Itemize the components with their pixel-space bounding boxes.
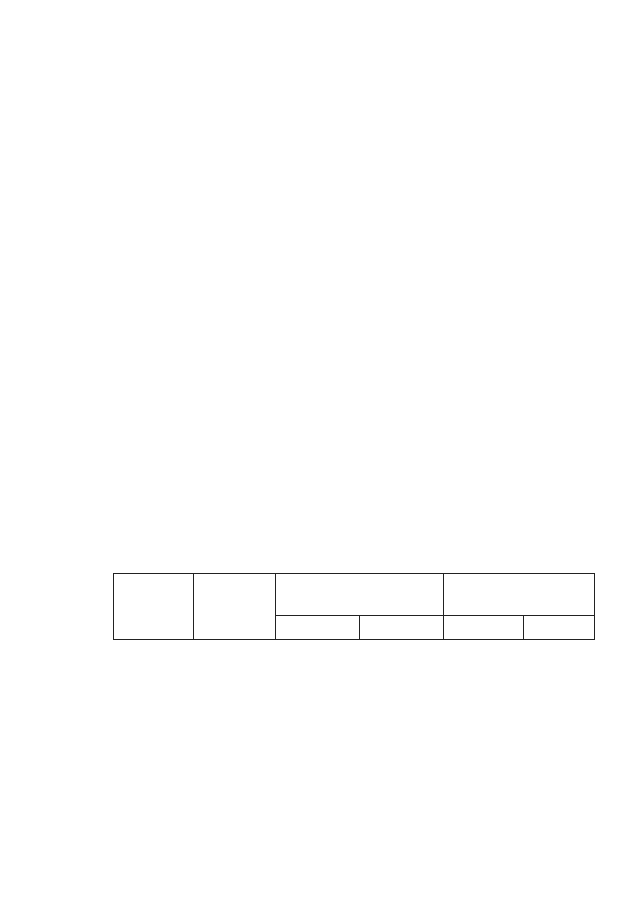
header-hasil-ulangan <box>194 574 276 640</box>
evaluation-table <box>113 573 595 640</box>
subheader-guru <box>444 616 524 640</box>
header-nilai-kkm <box>114 574 194 640</box>
header-kegiatan <box>276 574 444 616</box>
subheader-perbaikan <box>276 616 360 640</box>
header-paraf <box>444 574 595 616</box>
subheader-orangtua <box>524 616 595 640</box>
subheader-pengayaan <box>360 616 444 640</box>
